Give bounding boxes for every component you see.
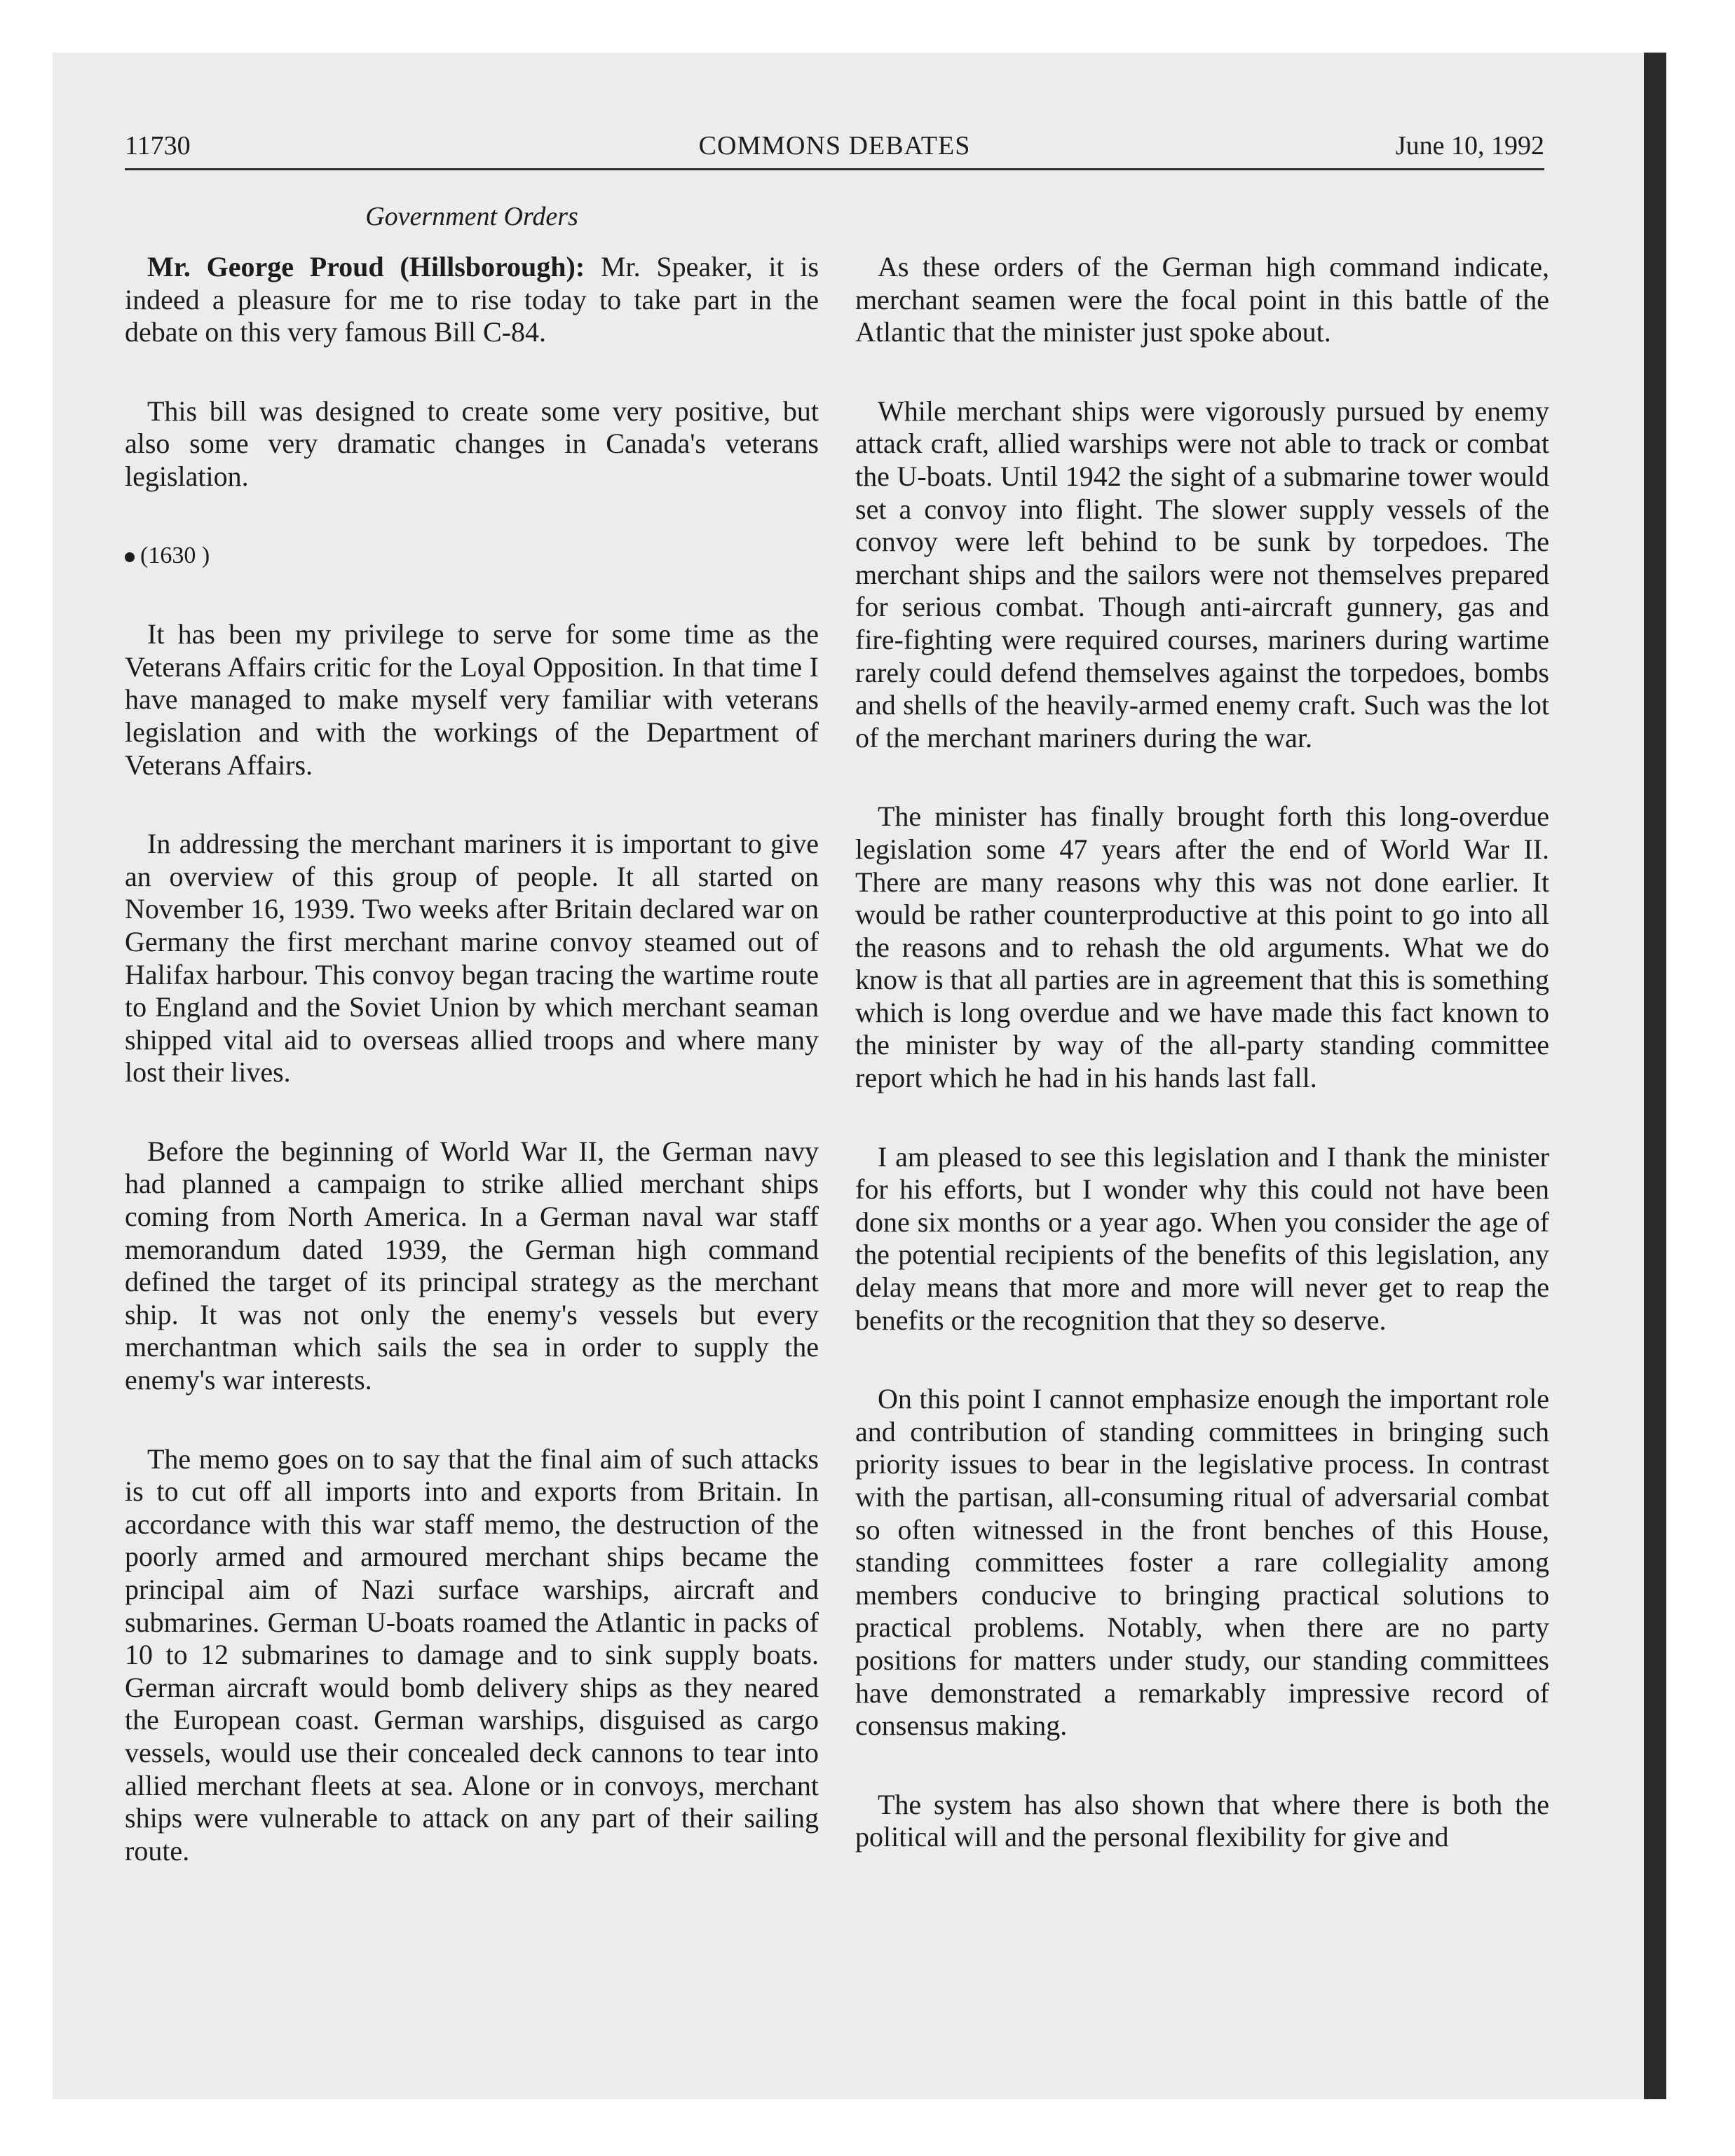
speech-text: Mr. Speaker, it is indeed a pleasure for me to rise today to take part in the debate on this very famous Bill C-84. bbox=[125, 251, 819, 348]
paragraph: I am pleased to see this legislation and I thank the minister for his efforts, but I wonder why this could not have been done six months or a year ago. When you consider the age of the potential recipients of the benefits of this legislation, any delay means that more and more will never get to reap the benefits or the recognition that they so deserve. bbox=[855, 1140, 1549, 1336]
paragraph: On this point I cannot emphasize enough the important role and contribution of standing committees in bringing such priority issues to bear in the legislative process. In contrast with the partisan, all-consuming ritual of adversarial combat so often witnessed in the front benches of this House, standing committees foster a rare collegiality among members conducive to bringing practical solutions to practical problems. Notably, when there are no party positions for matters under study, our standing committees have demonstrated a remarkably impressive record of consensus making. bbox=[855, 1383, 1549, 1742]
left-column bbox=[125, 251, 819, 1913]
running-header bbox=[125, 130, 1544, 167]
paragraph: It has been my privilege to serve for some time as the Veterans Affairs critic for the Loyal Opposition. In that time I have managed to make myself very familiar with veterans legislation and with the workings of the Department of Veterans Affairs. bbox=[125, 618, 819, 781]
scan-edge-shadow bbox=[1644, 53, 1666, 2099]
paragraph: Before the beginning of World War II, the German navy had planned a campaign to strike allied merchant ships coming from North America. In a German naval war staff memorandum dated 1939, the German high command defined the target of its principal strategy as the merchant ship. It was not only the enemy's vessels but every merchantman which sails the sea in order to supply the enemy's war interests. bbox=[125, 1135, 819, 1396]
paragraph: As these orders of the German high command indicate, merchant seamen were the focal point in this battle of the Atlantic that the minister just spoke about. bbox=[855, 251, 1549, 348]
publication-title: COMMONS DEBATES bbox=[698, 131, 971, 161]
paragraph: This bill was designed to create some very positive, but also some very dramatic changes in Canada's veterans legislation. bbox=[125, 395, 819, 492]
paragraph: The system has also shown that where there is both the political will and the personal flexibility for give and bbox=[855, 1788, 1549, 1853]
section-label: Government Orders bbox=[365, 202, 578, 231]
paragraph: While merchant ships were vigorously pursued by enemy attack craft, allied warships were not able to track or combat the U-boats. Until 1942 the sight of a submarine tower would set a convoy into flight. The slower supply vessels of the convoy were left behind to be sunk by torpedoes. The merchant ships and the sailors were not themselves prepared for serious combat. Though anti-aircraft gunnery, gas and fire-fighting were required courses, mariners during wartime rarely could defend themselves against the torpedoes, bombs and shells of the heavily-armed enemy craft. Such was the lot of the merchant mariners during the war. bbox=[855, 395, 1549, 753]
speaker-name: Mr. George Proud (Hillsborough): bbox=[147, 251, 585, 282]
header-rule bbox=[125, 168, 1544, 170]
header-date: June 10, 1992 bbox=[1395, 131, 1544, 161]
bullet-icon bbox=[125, 552, 135, 562]
page-number: 11730 bbox=[125, 131, 191, 161]
time-marker-text: (1630 ) bbox=[140, 542, 210, 568]
paragraph bbox=[125, 251, 819, 349]
paragraph: The memo goes on to say that the final aim of such attacks is to cut off all imports into and exports from Britain. In accordance with this war staff memo, the destruction of the poorly armed and armoured merchant ships became the principal aim of Nazi surface warships, aircraft and submarines. German U-boats roamed the Atlantic in packs of 10 to 12 submarines to damage and to sink supply boats. German aircraft would bomb delivery ships as they neared the European coast. German warships, disguised as cargo vessels, would use their concealed deck cannons to tear into allied merchant fleets at sea. Alone or in convoys, merchant ships were vulnerable to attack on any part of their sailing route. bbox=[125, 1442, 819, 1867]
right-column bbox=[855, 251, 1549, 1900]
paragraph: The minister has finally brought forth this long-overdue legislation some 47 years after the end of World War II. There are many reasons why this was not done earlier. It would be rather counterproductive at this point to go into all the reasons and to rehash the old arguments. What we do know is that all parties are in agreement that this is something which is long overdue and we have made this fact known to the minister by way of the all-party standing committee report which he had in his hands last fall. bbox=[855, 800, 1549, 1094]
time-marker bbox=[125, 540, 819, 573]
paragraph: In addressing the merchant mariners it is important to give an overview of this group of people. It all started on November 16, 1939. Two weeks after Britain declared war on Germany the first merchant marine convoy steamed out of Halifax harbour. This convoy began tracing the wartime route to England and the Soviet Union by which merchant seaman shipped vital aid to overseas allied troops and where many lost their lives. bbox=[125, 828, 819, 1089]
